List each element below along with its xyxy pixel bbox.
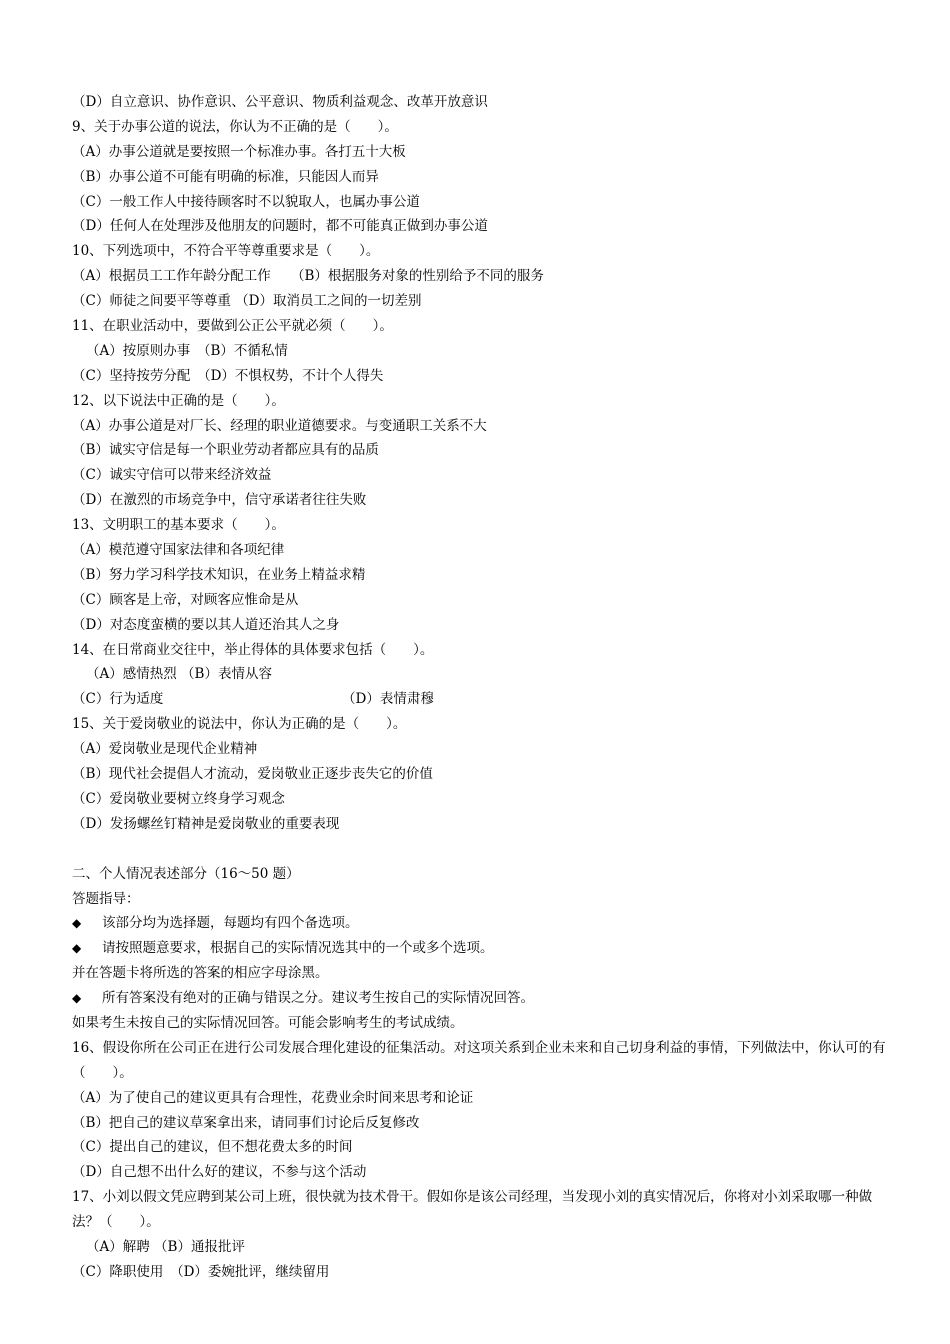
q13-option-c: （C）顾客是上帝，对顾客应惟命是从 [72,591,299,608]
question-11: 11、在职业活动中，要做到公正公平就必须（ ）。 [72,318,393,335]
q10-options-ab: （A）根据员工工作年龄分配工作 （B）根据服务对象的性别给予不同的服务 [72,268,544,285]
instructions-label: 答题指导： [72,890,140,907]
section-2-heading: 二、个人情况表述部分（16～50 题） [72,865,300,882]
instruction-2 [72,936,894,961]
instruction-3 [72,986,894,1011]
q12-option-d: （D）在激烈的市场竞争中，信守承诺者往往失败 [72,492,367,509]
instruction-1 [72,911,894,936]
question-17: 17、小刘以假文凭应聘到某公司上班，很快就为技术骨干。假如你是该公司经理，当发现小刘的真实情况后，你将对小刘采取哪一种做法？（ ）。 [72,1189,873,1231]
instruction-3-cont: 如果考生未按自己的实际情况回答。可能会影响考生的考试成绩。 [72,1014,464,1031]
q14-options-ab: （A）感情热烈 （B）表情从容 [86,666,272,683]
q15-option-d: （D）发扬螺丝钉精神是爱岗敬业的重要表现 [72,815,340,832]
q9-option-c: （C）一般工作人中接待顾客时不以貌取人，也属办事公道 [72,193,420,210]
instruction-3-text: 所有答案没有绝对的正确与错误之分。建议考生按自己的实际情况回答。 [102,990,534,1007]
q15-option-c: （C）爱岗敬业要树立终身学习观念 [72,790,285,807]
q17-options-ab: （A）解聘 （B）通报批评 [86,1239,245,1256]
q16-option-a: （A）为了使自己的建议更具有合理性，花费业余时间来思考和论证 [72,1089,474,1106]
question-12: 12、以下说法中正确的是（ ）。 [72,392,285,409]
q16-option-b: （B）把自己的建议草案拿出来，请同事们讨论后反复修改 [72,1114,420,1131]
question-13: 13、文明职工的基本要求（ ）。 [72,517,285,534]
instruction-1-text: 该部分均为选择题，每题均有四个备选项。 [102,915,359,932]
q16-option-d: （D）自己想不出什么好的建议，不参与这个活动 [72,1164,367,1181]
q8-option-d: （D）自立意识、协作意识、公平意识、物质利益观念、改革开放意识 [72,94,488,110]
q11-options-ab: （A）按原则办事 （B）不循私情 [86,342,288,359]
q13-option-a: （A）模范遵守国家法律和各项纪律 [72,542,285,559]
q15-option-b: （B）现代社会提倡人才流动，爱岗敬业正逐步丧失它的价值 [72,766,433,783]
diamond-bullet-icon: ◆ [72,991,82,1006]
q14-option-c: （C）行为适度 [72,691,164,708]
q16-option-c: （C）提出自己的建议，但不想花费太多的时间 [72,1139,353,1156]
diamond-bullet-icon: ◆ [72,941,82,956]
q12-option-c: （C）诚实守信可以带来经济效益 [72,467,272,484]
question-9: 9、关于办事公道的说法，你认为不正确的是（ ）。 [72,118,398,135]
diamond-bullet-icon: ◆ [72,916,82,931]
q15-option-a: （A）爱岗敬业是现代企业精神 [72,741,258,758]
q14-options-cd [72,687,894,712]
spacer [72,837,894,862]
q9-option-b: （B）办事公道不可能有明确的标准，只能因人而异 [72,168,379,185]
question-10: 10、下列选项中，不符合平等尊重要求是（ ）。 [72,243,380,260]
question-15: 15、关于爱岗敬业的说法中，你认为正确的是（ ）。 [72,716,407,733]
instruction-2-cont: 并在答题卡将所选的答案的相应字母涂黑。 [72,965,329,982]
q17-options-cd: （C）降职使用 （D）委婉批评，继续留用 [72,1263,330,1280]
q12-option-a: （A）办事公道是对厂长、经理的职业道德要求。与变通职工关系不大 [72,417,487,434]
q10-options-cd: （C）师徒之间要平等尊重 （D）取消员工之间的一切差别 [72,293,422,310]
q13-option-d: （D）对态度蛮横的要以其人道还治其人之身 [72,616,340,633]
instruction-2-text: 请按照题意要求，根据自己的实际情况选其中的一个或多个选项。 [102,940,494,957]
question-14: 14、在日常商业交往中，举止得体的具体要求包括（ ）。 [72,641,434,658]
q13-option-b: （B）努力学习科学技术知识，在业务上精益求精 [72,566,366,583]
document-body [72,90,894,1285]
q12-option-b: （B）诚实守信是每一个职业劳动者都应具有的品质 [72,442,379,459]
question-16: 16、假设你所在公司正在进行公司发展合理化建设的征集活动。对这项关系到企业未来和自己切身利益的事情，下列做法中，你认可的有（ ）。 [72,1039,886,1081]
q14-option-d: （D）表情肃穆 [342,691,434,708]
q11-options-cd: （C）坚持按劳分配 （D）不惧权势，不计个人得失 [72,367,384,384]
q9-option-a: （A）办事公道就是要按照一个标准办事。各打五十大板 [72,143,406,160]
q9-option-d: （D）任何人在处理涉及他朋友的问题时，都不可能真正做到办事公道 [72,218,488,235]
